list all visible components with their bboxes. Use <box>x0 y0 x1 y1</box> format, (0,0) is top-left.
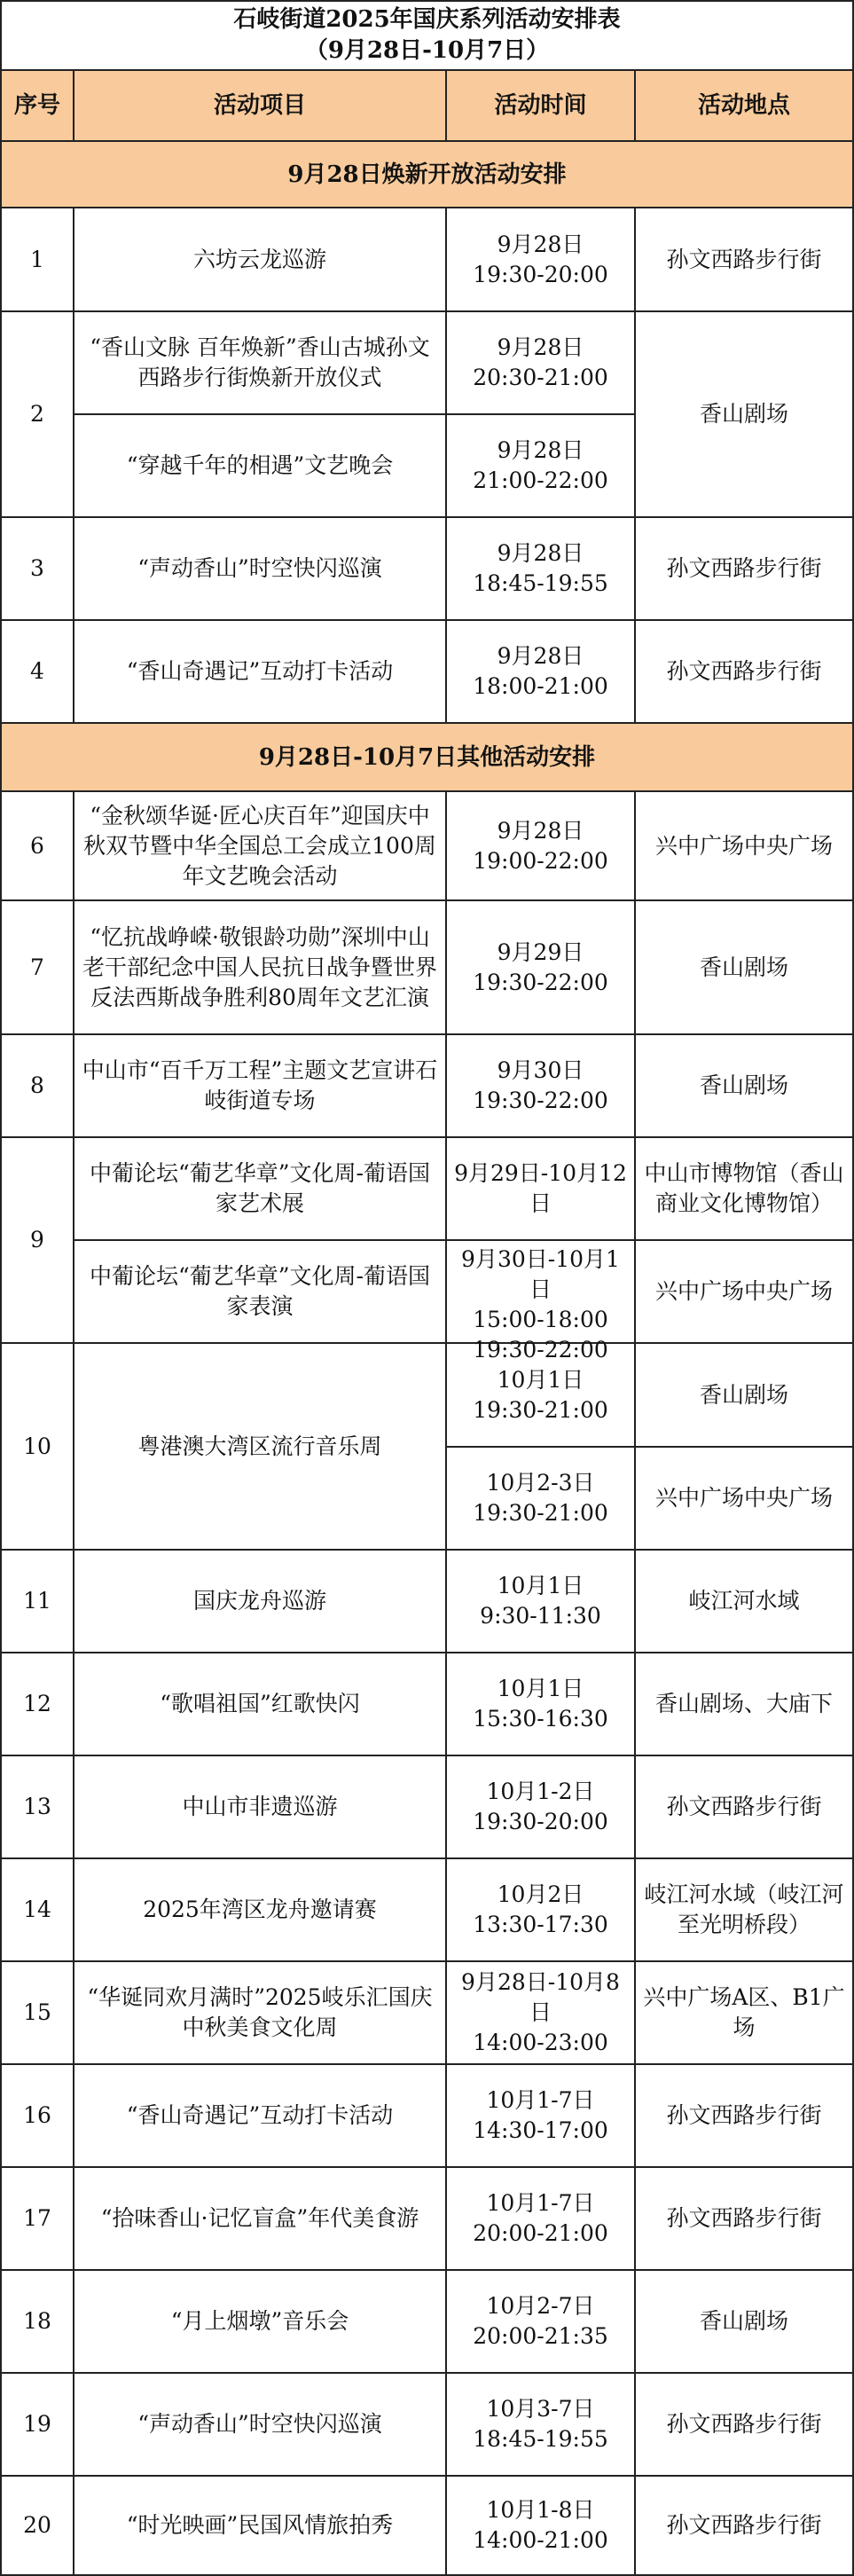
table-title <box>1 1 853 70</box>
row-time <box>446 1034 635 1137</box>
row-place: 香山剧场、大庙下 <box>635 1653 853 1755</box>
row-time <box>446 2373 635 2476</box>
row-place: 岐江河水域 <box>635 1550 853 1653</box>
row-no: 9 <box>1 1137 74 1343</box>
row-item: 2025年湾区龙舟邀请赛 <box>74 1858 446 1961</box>
row-date: 9月30日 <box>497 1057 584 1083</box>
table-row <box>1 311 853 414</box>
row-item: “声动香山”时空快闪巡演 <box>74 2373 446 2476</box>
table-row <box>1 2064 853 2167</box>
row-date: 9月28日 <box>497 540 584 566</box>
row-time <box>446 791 635 900</box>
row-time <box>446 517 635 620</box>
row-hours: 20:00-21:35 <box>473 2323 608 2349</box>
table-row <box>1 517 853 620</box>
row-time <box>446 1447 635 1550</box>
table-row <box>1 620 853 723</box>
section-row <box>1 723 853 791</box>
row-date: 10月1-7日 <box>486 2087 595 2113</box>
title-row <box>1 1 853 70</box>
row-place: 孙文西路步行街 <box>635 517 853 620</box>
row-hours: 15:30-16:30 <box>473 1706 608 1732</box>
row-place: 孙文西路步行街 <box>635 620 853 723</box>
row-hours: 19:30-22:00 <box>473 969 608 995</box>
row-no: 19 <box>1 2373 74 2476</box>
row-no: 17 <box>1 2167 74 2270</box>
row-no: 2 <box>1 311 74 517</box>
row-no: 14 <box>1 1858 74 1961</box>
row-date: 9月30日-10月1日 <box>461 1246 620 1302</box>
row-time <box>446 900 635 1034</box>
table-row <box>1 1240 853 1343</box>
row-time <box>446 1137 635 1240</box>
row-time <box>446 1755 635 1858</box>
section-title: 9月28日-10月7日其他活动安排 <box>1 723 853 791</box>
row-hours: 19:30-21:00 <box>473 1500 608 1526</box>
row-time <box>446 208 635 311</box>
row-place: 孙文西路步行街 <box>635 208 853 311</box>
row-date: 10月1-2日 <box>486 1779 595 1804</box>
row-hours: 18:00-21:00 <box>473 673 608 699</box>
row-hours: 20:30-21:00 <box>473 365 608 390</box>
row-date: 9月28日 <box>497 334 584 360</box>
row-hours: 19:30-22:00 <box>473 1088 608 1113</box>
row-time <box>446 2476 635 2575</box>
header-no: 序号 <box>1 70 74 141</box>
row-place: 孙文西路步行街 <box>635 2476 853 2575</box>
header-row <box>1 70 853 141</box>
row-date: 9月29日 <box>497 939 584 965</box>
row-no: 4 <box>1 620 74 723</box>
row-date: 10月1-8日 <box>486 2497 595 2523</box>
row-hours-2: 19:30-22:00 <box>473 1337 608 1363</box>
row-item: “忆抗战峥嵘·敬银龄功勋”深圳中山老干部纪念中国人民抗日战争暨世界反法西斯战争胜利80周年文艺汇演 <box>74 900 446 1034</box>
row-item: 中葡论坛“葡艺华章”文化周-葡语国家表演 <box>74 1240 446 1343</box>
row-item: 国庆龙舟巡游 <box>74 1550 446 1653</box>
table-row <box>1 2476 853 2575</box>
row-time <box>446 1961 635 2064</box>
row-no: 10 <box>1 1343 74 1550</box>
row-place: 兴中广场中央广场 <box>635 1240 853 1343</box>
row-time <box>446 1240 635 1363</box>
row-time <box>446 1550 635 1653</box>
row-hours: 14:00-23:00 <box>473 2030 608 2055</box>
row-time <box>446 1858 635 1961</box>
row-date: 9月28日-10月8日 <box>461 1969 620 2025</box>
row-no: 16 <box>1 2064 74 2167</box>
row-time <box>446 2270 635 2373</box>
row-date: 9月28日 <box>497 817 584 844</box>
row-place: 香山剧场 <box>635 900 853 1034</box>
table-row <box>1 2270 853 2373</box>
title-line-1: 石岐街道2025年国庆系列活动安排表 <box>233 6 621 33</box>
row-no: 20 <box>1 2476 74 2575</box>
row-date: 10月2日 <box>497 1881 584 1907</box>
row-time <box>446 620 635 723</box>
row-hours: 19:00-22:00 <box>473 847 608 874</box>
row-hours: 14:30-17:00 <box>473 2117 608 2143</box>
row-place: 岐江河水域（岐江河至光明桥段） <box>635 1858 853 1961</box>
row-no: 7 <box>1 900 74 1034</box>
section-title: 9月28日焕新开放活动安排 <box>1 141 853 208</box>
row-time <box>446 1653 635 1755</box>
row-hours: 19:30-20:00 <box>473 1809 608 1834</box>
row-place: 中山市博物馆（香山商业文化博物馆） <box>635 1137 853 1240</box>
header-item: 活动项目 <box>74 70 446 141</box>
row-hours: 15:00-18:00 <box>473 1307 608 1332</box>
table-row <box>1 1653 853 1755</box>
row-no: 15 <box>1 1961 74 2064</box>
row-place: 孙文西路步行街 <box>635 2064 853 2167</box>
row-date: 10月2-7日 <box>486 2293 595 2319</box>
row-date: 10月2-3日 <box>486 1470 595 1496</box>
row-item: 中葡论坛“葡艺华章”文化周-葡语国家艺术展 <box>74 1137 446 1240</box>
title-line-2: （9月28日-10月7日） <box>304 37 550 64</box>
row-item: “香山文脉 百年焕新”香山古城孙文西路步行街焕新开放仪式 <box>74 311 446 414</box>
row-date: 10月1日 <box>497 1676 584 1701</box>
row-hours: 13:30-17:30 <box>473 1912 608 1937</box>
table-row <box>1 900 853 1034</box>
row-place: 孙文西路步行街 <box>635 2167 853 2270</box>
row-date: 9月28日 <box>497 643 584 669</box>
row-date: 10月1日 <box>497 1366 584 1393</box>
row-time-clip <box>452 1245 629 1363</box>
row-place: 孙文西路步行街 <box>635 2373 853 2476</box>
row-item: “穿越千年的相遇”文艺晚会 <box>74 414 446 517</box>
row-hours: 9:30-11:30 <box>480 1603 601 1629</box>
table-row <box>1 1343 853 1447</box>
table-row <box>1 208 853 311</box>
row-no: 12 <box>1 1653 74 1755</box>
row-item: “歌唱祖国”红歌快闪 <box>74 1653 446 1755</box>
table-row <box>1 1858 853 1961</box>
table-row <box>1 791 853 900</box>
table-row <box>1 1755 853 1858</box>
section-row <box>1 141 853 208</box>
row-date: 9月28日 <box>497 437 584 463</box>
row-place: 香山剧场 <box>635 1034 853 1137</box>
row-date: 9月29日-10月12日 <box>454 1160 627 1216</box>
row-date: 10月3-7日 <box>486 2396 595 2422</box>
row-place: 孙文西路步行街 <box>635 1755 853 1858</box>
row-item: 六坊云龙巡游 <box>74 208 446 311</box>
row-hours: 20:00-21:00 <box>473 2220 608 2246</box>
row-hours: 19:30-20:00 <box>473 261 608 287</box>
row-no: 13 <box>1 1755 74 1858</box>
row-item: “时光映画”民国风情旅拍秀 <box>74 2476 446 2575</box>
row-place: 香山剧场 <box>635 1343 853 1447</box>
row-place: 兴中广场中央广场 <box>635 1447 853 1550</box>
row-hours: 19:30-21:00 <box>473 1396 608 1423</box>
table-row <box>1 1137 853 1240</box>
header-place: 活动地点 <box>635 70 853 141</box>
row-hours: 21:00-22:00 <box>473 467 608 493</box>
row-place: 兴中广场中央广场 <box>635 791 853 900</box>
row-item: “香山奇遇记”互动打卡活动 <box>74 2064 446 2167</box>
row-place: 兴中广场A区、B1广场 <box>635 1961 853 2064</box>
row-time <box>446 311 635 414</box>
row-place: 香山剧场 <box>635 2270 853 2373</box>
row-date: 10月1日 <box>497 1573 584 1598</box>
row-no: 6 <box>1 791 74 900</box>
row-item: “华诞同欢月满时”2025岐乐汇国庆中秋美食文化周 <box>74 1961 446 2064</box>
row-no: 18 <box>1 2270 74 2373</box>
row-place: 香山剧场 <box>635 311 853 517</box>
table-row <box>1 1034 853 1137</box>
row-no: 8 <box>1 1034 74 1137</box>
row-date: 10月1-7日 <box>486 2190 595 2216</box>
table-row <box>1 1961 853 2064</box>
row-item: 中山市“百千万工程”主题文艺宣讲石岐街道专场 <box>74 1034 446 1137</box>
row-hours: 18:45-19:55 <box>473 2426 608 2452</box>
row-time <box>446 2167 635 2270</box>
table-row <box>1 2167 853 2270</box>
row-item: 中山市非遗巡游 <box>74 1755 446 1858</box>
row-item: “月上烟墩”音乐会 <box>74 2270 446 2373</box>
table-row <box>1 1550 853 1653</box>
row-item: “金秋颂华诞·匠心庆百年”迎国庆中秋双节暨中华全国总工会成立100周年文艺晚会活动 <box>74 791 446 900</box>
row-no: 1 <box>1 208 74 311</box>
row-item: “香山奇遇记”互动打卡活动 <box>74 620 446 723</box>
row-no: 11 <box>1 1550 74 1653</box>
row-item: “声动香山”时空快闪巡演 <box>74 517 446 620</box>
row-hours: 14:00-21:00 <box>473 2527 608 2553</box>
table-row <box>1 2373 853 2476</box>
row-no: 3 <box>1 517 74 620</box>
header-time: 活动时间 <box>446 70 635 141</box>
row-item: “拾味香山·记忆盲盒”年代美食游 <box>74 2167 446 2270</box>
row-date: 9月28日 <box>497 231 584 257</box>
row-hours: 18:45-19:55 <box>473 570 608 596</box>
row-time <box>446 414 635 517</box>
row-time <box>446 2064 635 2167</box>
row-item: 粤港澳大湾区流行音乐周 <box>74 1343 446 1550</box>
